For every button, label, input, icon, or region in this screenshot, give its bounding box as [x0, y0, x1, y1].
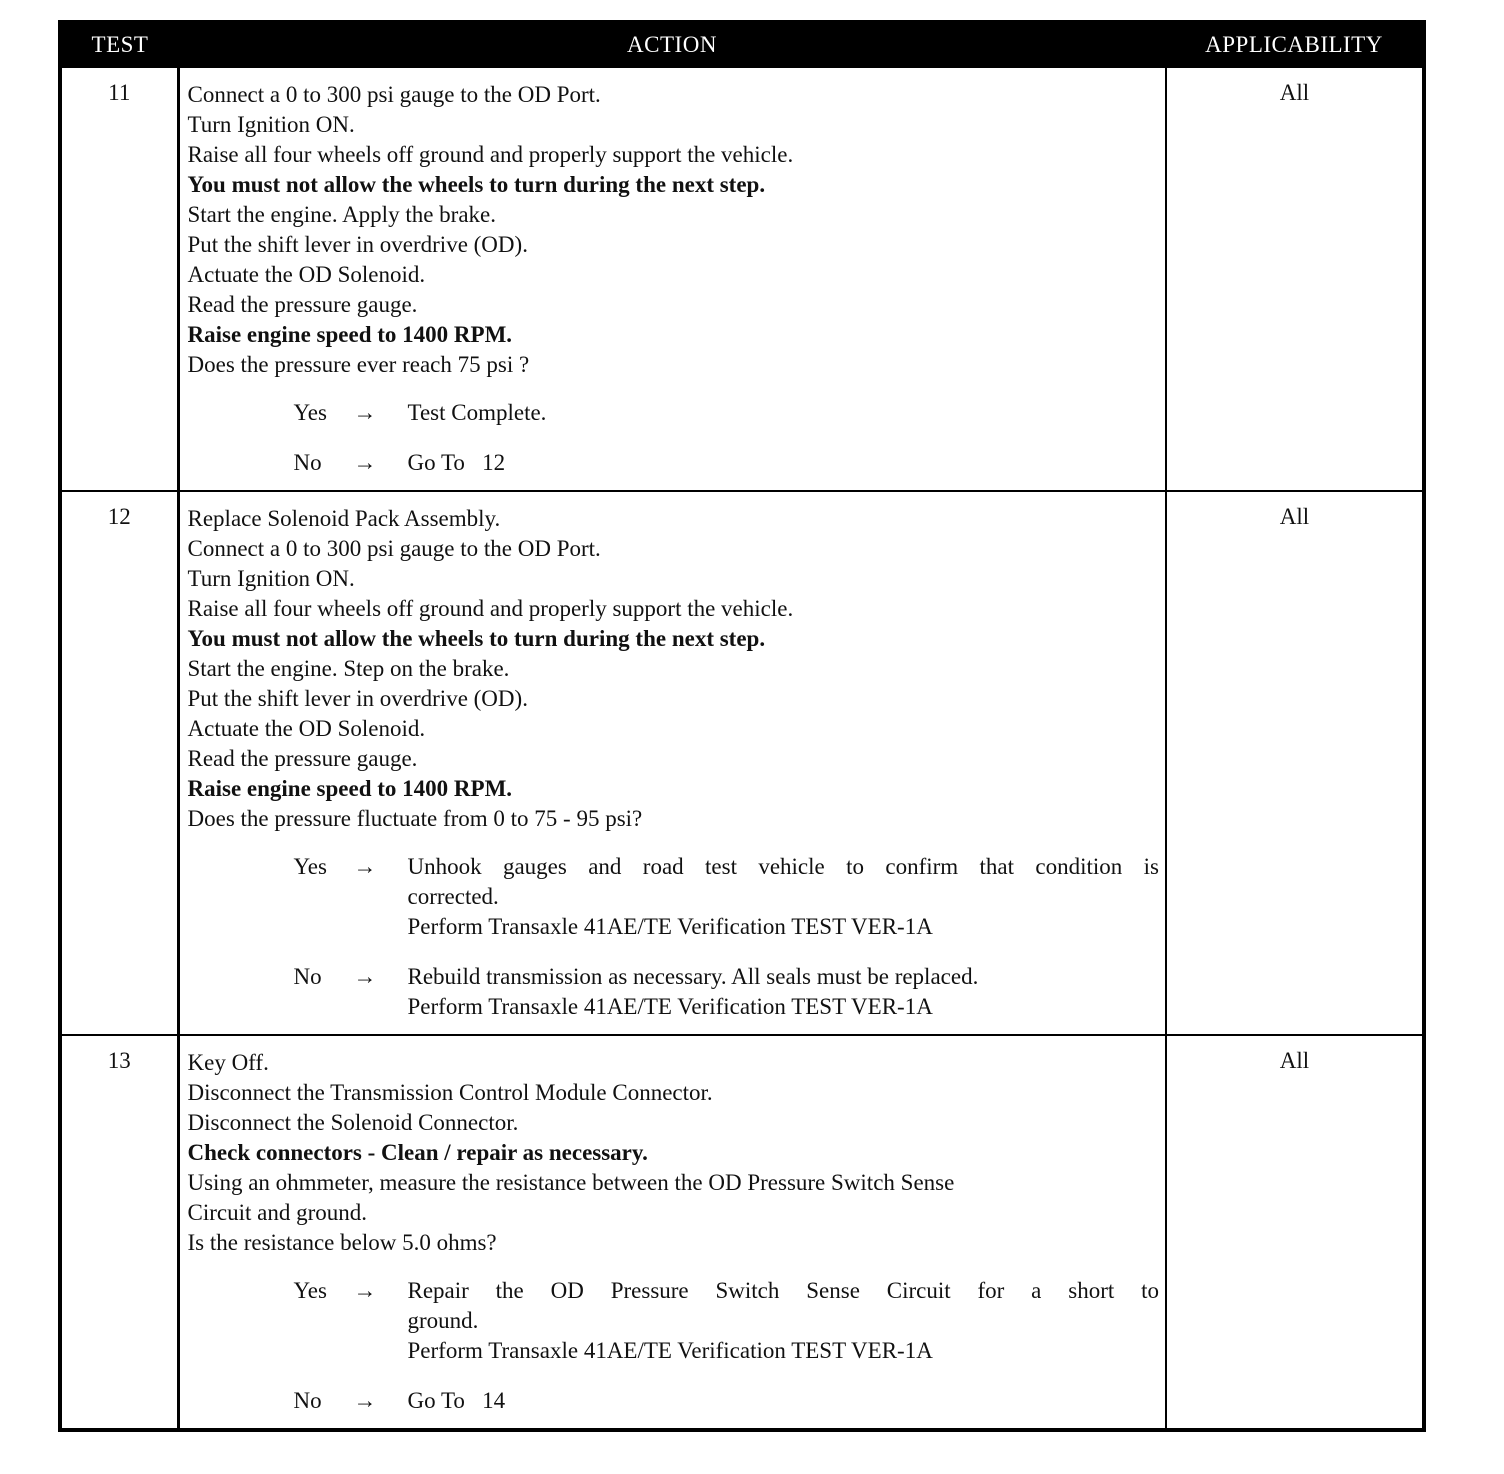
action-step: Connect a 0 to 300 psi gauge to the OD Port. — [187, 536, 601, 561]
applicability-value: All — [1166, 67, 1424, 491]
outcome-label: Yes — [293, 400, 327, 425]
action-step: Replace Solenoid Pack Assembly. — [187, 506, 501, 531]
action-step: Does the pressure ever reach 75 psi ? — [187, 352, 530, 377]
action-step: Turn Ignition ON. — [187, 566, 355, 591]
action-cell — [178, 1035, 1166, 1430]
action-step: Start the engine. Apply the brake. — [187, 202, 497, 227]
action-step: Disconnect the Solenoid Connector. — [187, 1110, 519, 1135]
action-cell — [178, 491, 1166, 1035]
right-arrow-icon: → — [353, 400, 377, 425]
outcome-text — [408, 398, 1160, 428]
outcome-line: Perform Transaxle 41AE/TE Verification TEST VER-1A — [407, 1338, 933, 1363]
action-step: Circuit and ground. — [187, 1200, 367, 1225]
outcome-label: No — [293, 450, 322, 475]
outcome-no — [188, 448, 1160, 478]
action-step: Using an ohmmeter, measure the resistance between the OD Pressure Switch Sense — [187, 1170, 955, 1195]
warning-step: You must not allow the wheels to turn during the next step. — [187, 626, 766, 651]
table-body — [60, 67, 1424, 1430]
outcome-label: Yes — [293, 854, 327, 879]
outcome-line: Repair the OD Pressure Switch Sense Circuit for a short to — [407, 1278, 1159, 1303]
table-row — [60, 491, 1424, 1035]
right-arrow-icon: → — [353, 1278, 377, 1303]
action-step: Actuate the OD Solenoid. — [187, 716, 426, 741]
outcome-text — [408, 448, 1160, 478]
applicability-value: All — [1166, 1035, 1424, 1430]
warning-step: You must not allow the wheels to turn during the next step. — [187, 172, 766, 197]
right-arrow-icon: → — [353, 450, 377, 475]
outcome-label: Yes — [293, 1278, 327, 1303]
outcome-line: Go To 14 — [407, 1388, 506, 1413]
outcome-line: Rebuild transmission as necessary. All seals must be replaced. — [407, 964, 979, 989]
outcome-line: ground. — [407, 1308, 479, 1333]
outcome-list — [188, 1276, 1160, 1416]
outcome-line: Perform Transaxle 41AE/TE Verification TEST VER-1A — [407, 914, 933, 939]
test-number: 12 — [60, 491, 178, 1035]
action-step: Connect a 0 to 300 psi gauge to the OD Port. — [187, 82, 601, 107]
table-row — [60, 1035, 1424, 1430]
warning-step: Raise engine speed to 1400 RPM. — [187, 322, 513, 347]
outcome-yes — [188, 398, 1160, 428]
right-arrow-icon: → — [353, 964, 377, 989]
applicability-value: All — [1166, 491, 1424, 1035]
outcome-text — [408, 962, 1160, 1022]
action-step: Raise all four wheels off ground and properly support the vehicle. — [187, 142, 794, 167]
action-step: Actuate the OD Solenoid. — [187, 262, 426, 287]
outcome-line: Unhook gauges and road test vehicle to confirm that condition is — [407, 854, 1159, 879]
outcome-line: corrected. — [407, 884, 499, 909]
outcome-text — [408, 1386, 1160, 1416]
header-test: TEST — [60, 22, 178, 67]
outcome-yes — [188, 852, 1160, 942]
outcome-label: No — [293, 1388, 322, 1413]
action-step: Is the resistance below 5.0 ohms? — [187, 1230, 497, 1255]
diagnostic-test-table — [58, 20, 1426, 1432]
action-step: Put the shift lever in overdrive (OD). — [187, 232, 528, 257]
header-applicability: APPLICABILITY — [1166, 22, 1424, 67]
header-action: ACTION — [178, 22, 1166, 67]
right-arrow-icon: → — [353, 1388, 377, 1413]
outcome-no — [188, 1386, 1160, 1416]
action-step: Read the pressure gauge. — [187, 746, 418, 771]
warning-step: Check connectors - Clean / repair as necessary. — [187, 1140, 648, 1165]
outcome-line: Go To 12 — [407, 450, 506, 475]
outcome-list — [188, 852, 1160, 1022]
right-arrow-icon: → — [353, 854, 377, 879]
outcome-yes — [188, 1276, 1160, 1366]
test-number: 13 — [60, 1035, 178, 1430]
outcome-label: No — [293, 964, 322, 989]
action-step: Key Off. — [187, 1050, 269, 1075]
action-cell — [178, 67, 1166, 491]
table-header — [60, 22, 1424, 67]
outcome-line: Test Complete. — [407, 400, 547, 425]
outcome-list — [188, 398, 1160, 478]
action-step: Turn Ignition ON. — [187, 112, 355, 137]
test-number: 11 — [60, 67, 178, 491]
outcome-no — [188, 962, 1160, 1022]
table-row — [60, 67, 1424, 491]
action-step: Does the pressure fluctuate from 0 to 75 - 95 psi? — [187, 806, 643, 831]
header-row — [60, 22, 1424, 67]
action-step: Disconnect the Transmission Control Module Connector. — [187, 1080, 713, 1105]
outcome-text — [408, 852, 1160, 942]
outcome-line: Perform Transaxle 41AE/TE Verification TEST VER-1A — [407, 994, 933, 1019]
action-step: Raise all four wheels off ground and properly support the vehicle. — [187, 596, 794, 621]
action-step: Start the engine. Step on the brake. — [187, 656, 510, 681]
outcome-text — [408, 1276, 1160, 1366]
action-step: Read the pressure gauge. — [187, 292, 418, 317]
warning-step: Raise engine speed to 1400 RPM. — [187, 776, 513, 801]
action-step: Put the shift lever in overdrive (OD). — [187, 686, 528, 711]
